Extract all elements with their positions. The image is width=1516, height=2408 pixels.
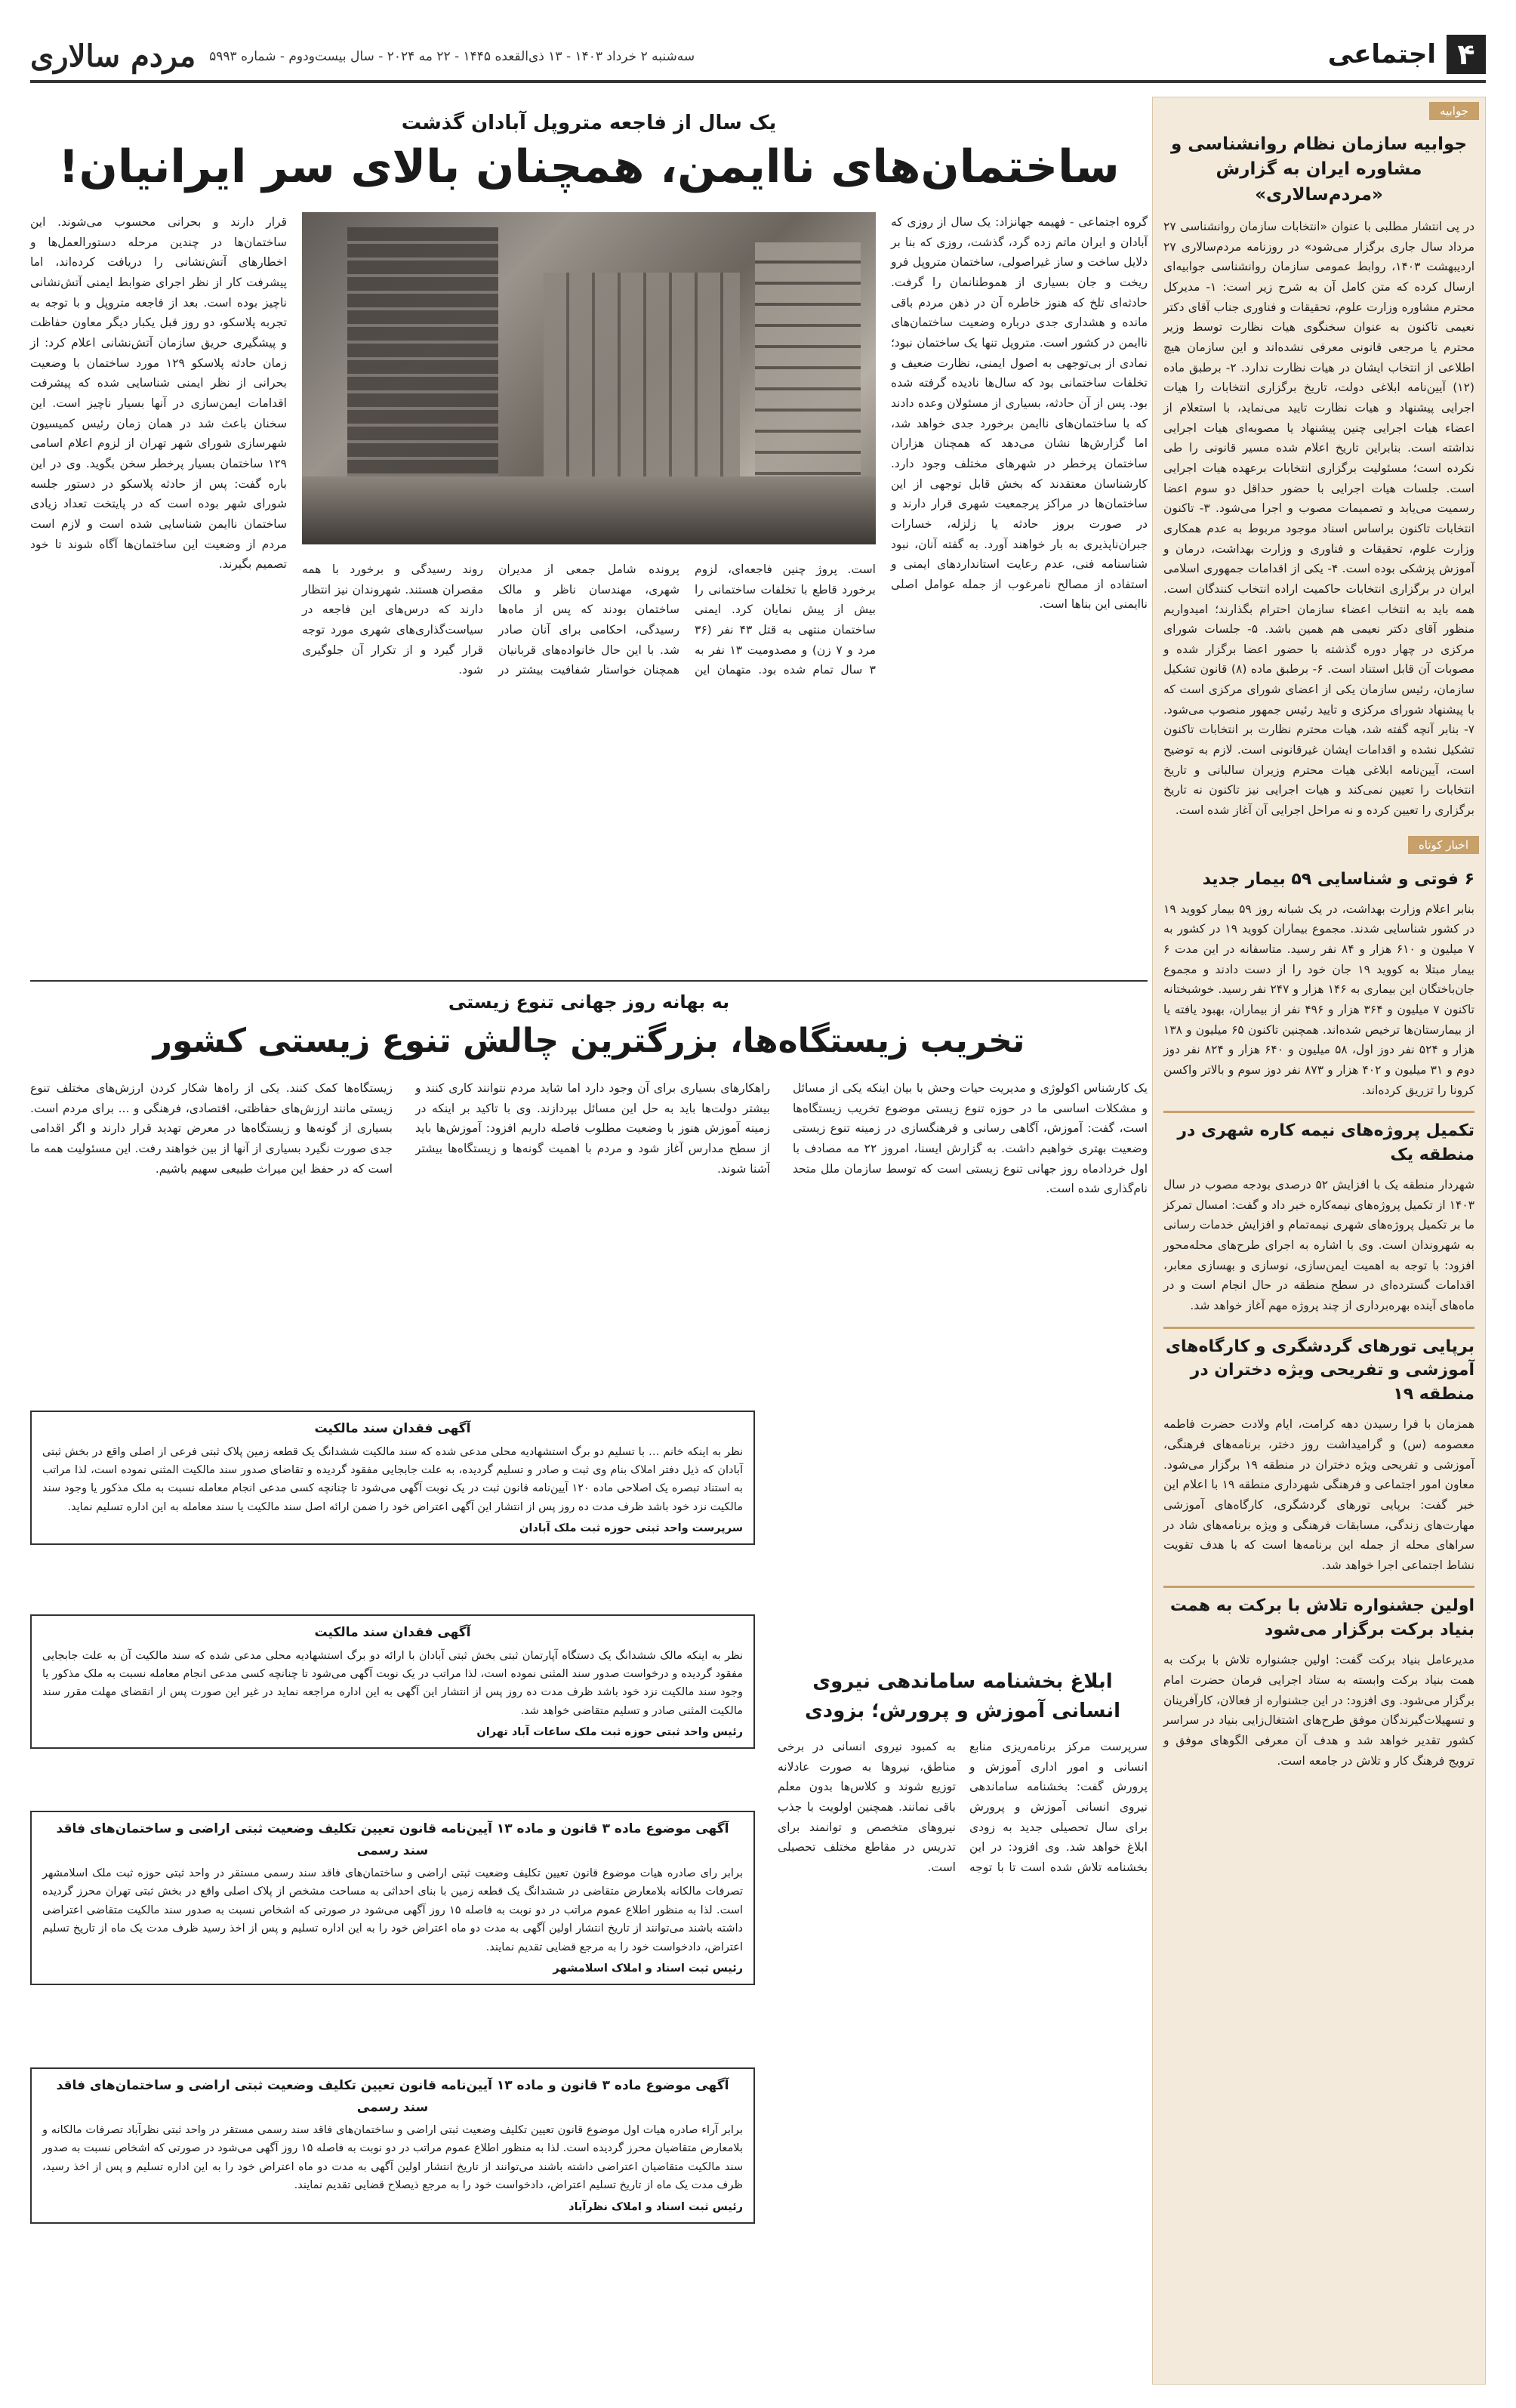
notice-body: برابر آراء صادره هیات اول موضوع قانون تعیین تکلیف وضعیت ثبتی اراضی و ساختمان‌های فاقد سند رسمی مستقر در واحد ثبتی نظرآباد تصرفات مالکانه و بلامعارض متقاضیان محرز گردیده است. لذا به منظور اطلاع عموم مراتب در دو نوبت به فاصله ۱۵ روز آگهی می‌شود در صورتی که اشخاص نسبت به صدور سند مالکیت متقاضیان اعتراضی داشته باشند می‌توانند از تاریخ انتشار اولین آگهی به مدت دو ماه اعتراض خود را به این اداره تسلیم و پس از اخذ رسید، ظرف مدت یک ماه از تاریخ تسلیم اعتراض، دادخواست خود را به مرجع ذیصلاح قضایی تقدیم نمایند. [42, 2124, 743, 2192]
notice-body: نظر به اینکه خانم … با تسلیم دو برگ استشهادیه محلی مدعی شده که سند مالکیت ششدانگ یک قطعه زمین پلاک ثبتی فرعی از اصلی واقع در بخش ثبتی آبادان که ذیل دفتر املاک بنام وی ثبت و صادر و تسلیم گردیده، به علت جابجایی مفقود گردیده و تقاضای صدور سند مالکیت المثنی نموده است، لذا مراتب به استناد تبصره یک اصلاحی ماده ۱۲۰ آیین‌نامه قانون ثبت در یک نوبت آگهی می‌شود تا چنانچه کسی مدعی انجام معامله نسبت به ملک مذکور یا وجود سند مالکیت نزد خود باشد ظرف مدت ده روز پس از انتشار این آگهی اعتراض خود را ضمن ارائه اصل سند مالکیت یا سند معامله به این اداره تسلیم نماید. [42, 1445, 743, 1513]
news-title: اولین جشنواره تلاش با برکت به همت بنیاد برکت برگزار می‌شود [1169, 1596, 1474, 1640]
legal-notice [30, 1811, 755, 1985]
legal-notice [30, 1614, 755, 1749]
notice-signature: رئیس ثبت اسناد و املاک اسلامشهر [553, 1962, 743, 1975]
story-column-left: قرار دارند و بحرانی محسوب می‌شوند. این ساختمان‌ها در چندین مرحله دستورالعمل‌ها و اخطارهای آتش‌نشانی را دریافت کرده‌اند، اما پیشرفت کار از نظر اجرای ضوابط ایمنی آتش‌نشانی ناچیز بوده است. بعد از فاجعه متروپل و با توجه به تجربه پلاسکو، دو روز قبل یکبار دیگر معاون حفاظت و پیشگیری حریق سازمان آتش‌نشانی اعلام کرد: از زمان حادثه پلاسکو ۱۲۹ مورد ساختمان با وضعیت بحرانی از نظر ایمنی شناسایی شده که پیشرفت اقدامات ایمن‌سازی در آنها بسیار ناچیز است. این سخنان باعث شد در همان زمان رئیس کمیسیون شهرسازی شورای شهر تهران از لزوم اعلام اسامی ۱۲۹ ساختمان بسیار پرخطر سخن بگوید. وی در این باره گفت: پس از حادثه پلاسکو در دستور جلسه شورای شهر بوده است که در پایتخت تعداد زیادی ساختمان ناایمن شناسایی شده است و لازم است مردم از وضعیت این ساختمان‌ها آگاه شوند تا خود تصمیم بگیرند. [30, 215, 288, 572]
main-content [30, 97, 1148, 2213]
divider [1163, 1586, 1474, 1588]
story-headline: ساختمان‌های ناایمن، همچنان بالای سر ایرانیان! [58, 140, 1120, 193]
divider [1163, 1111, 1474, 1113]
biodiversity-column-a: یک کارشناس اکولوژی و مدیریت حیات وحش با بیان اینکه یکی از مسائل و مشکلات اساسی ما در حوزه تنوع زیستی موضوع تخریب زیستگاه‌ها است، گفت: آموزش، آگاهی رسانی و فرهنگسازی در زمینه تنوع زیستی وضعیت بهتری خواهیم داشت. به گزارش ایسنا، امروز ۲۲ مه مصادف با اول خردادماه روز جهانی تنوع زیستی است که توسط سازمان ملل متحد نام‌گذاری شده است. [793, 1081, 1148, 1196]
news-title: برپایی تورهای گردشگری و کارگاه‌های آموزشی و تفریحی ویژه دختران در منطقه ۱۹ [1165, 1337, 1474, 1404]
issue-line: سه‌شنبه ۲ خرداد ۱۴۰۳ - ۱۳ ذی‌القعده ۱۴۴۵ - ۲۲ مه ۲۰۲۴ - سال بیست‌ودوم - شماره ۵۹۹۳ [209, 48, 695, 64]
notice-title: آگهی فقدان سند مالکیت [314, 1421, 471, 1436]
publication-info [30, 39, 695, 74]
news-title: ۶ فوتی و شناسایی ۵۹ بیمار جدید [1202, 869, 1474, 889]
story-column-right: گروه اجتماعی - فهیمه جهانزاد: یک سال از روزی که آبادان و ایران ماتم زده گرد، گذشت، روزی که بنا بر دلایل ساخت و ساز غیراصولی، ساختمان متروپل فرو ریخت و جان بسیاری از هموطنانمان را گرفت. حادثه‌ای تلخ که هنوز خاطره آن در ذهن مردم باقی مانده و هشداری جدی درباره وضعیت ساختمان‌های ناایمن در کشور است. متروپل تنها یک ساختمان نبود؛ نمادی از بی‌توجهی به اصول ایمنی، نظارت ضعیف و تخلفات ساختمانی بود که سال‌ها نادیده گرفته شده بود. پس از آن حادثه، بسیاری از مسئولان وعده دادند که با ساختمان‌های ناایمن برخورد جدی خواهد شد، اما گزارش‌ها نشان می‌دهد که همچنان هزاران ساختمان پرخطر در شهرهای مختلف وجود دارد. کارشناسان معتقدند که بخش قابل توجهی از این ساختمان‌ها در مراکز پرجمعیت شهری قرار دارند و در صورت بروز حادثه یا زلزله، خسارات جبران‌ناپذیری به بار خواهند آورد. به گفته آنان، نبود شناسنامه فنی، عدم رعایت استانداردهای ایمنی و استفاده از مصالح نامرغوب از جمله عوامل اصلی ناایمنی این بناها است. [891, 215, 1148, 612]
main-story [30, 212, 1148, 967]
rejoinder-title: جوابیه سازمان نظام روانشناسی و مشاوره ایران به گزارش «مردم‌سالاری» [1170, 134, 1468, 205]
biodiversity-column-c: زیستگاه‌ها کمک کنند. یکی از راه‌ها شکار کردن ارزش‌های مختلف تنوع زیستی مانند ارزش‌های حفاظتی، اقتصادی، فرهنگی و ... برای مردم است. بسیاری از گونه‌ها و زیستگاه‌ها در معرض تهدید قرار دارند و اگر اقدامی جدی صورت نگیرد بسیاری از آنها از بین خواهند رفت. این مسئولیت همه ما است که در حفظ این میراث طبیعی سهیم باشیم. [30, 1081, 393, 1176]
collapsed-building-photo [302, 212, 876, 544]
masthead [30, 30, 1486, 83]
biodiversity-headline: تخریب زیستگاه‌ها، بزرگترین چالش تنوع زیستی کشور [153, 1022, 1025, 1060]
education-story [778, 1667, 1148, 1878]
rejoinder-block [1153, 120, 1485, 831]
legal-notice [30, 2067, 755, 2224]
page-number: ۴ [1447, 35, 1486, 74]
notice-body: برابر رای صادره هیات موضوع قانون تعیین تکلیف وضعیت ثبتی اراضی و ساختمان‌های فاقد سند رسمی مستقر در واحد ثبتی حوزه ثبت ملک اسلامشهر تصرفات مالکانه بلامعارض متقاضی در ششدانگ یک قطعه زمین با بنای احداثی به مساحت مشخص از پلاک اصلی واقع در بخش ثبتی تهران محرز گردیده است. لذا به منظور اطلاع عموم مراتب در دو نوبت به فاصله ۱۵ روز آگهی می‌شود در صورتی که اشخاص نسبت به صدور سند مالکیت متقاضی اعتراضی داشته باشند می‌توانند از تاریخ انتشار اولین آگهی به مدت دو ماه اعتراض خود را به این اداره تسلیم و پس از اخذ رسید ظرف مدت یک ماه از تاریخ تسلیم اعتراض، دادخواست خود را به مرجع قضایی تقدیم نمایند. [42, 1867, 743, 1953]
news-body: بنابر اعلام وزارت بهداشت، در یک شبانه روز ۵۹ بیمار کووید ۱۹ در کشور شناسایی شدند. مجموع بیماران کووید ۱۹ در کشور به ۷ میلیون و ۶۱۰ هزار و ۸۴ نفر رسید. متاسفانه در این مدت ۶ بیمار مبتلا به کووید ۱۹ جان خود را از دست دادند و مجموع جان‌باختگان این بیماری به ۱۴۶ هزار و ۲۴۷ نفر رسید. خوشبختانه تاکنون ۷ میلیون و ۳۶۴ هزار و ۴۹۶ نفر از بیماران، بهبود یافته یا از بیمارستان‌ها ترخیص شده‌اند. همچنین تاکنون ۶۵ میلیون و ۱۳۸ هزار و ۵۲۴ نفر دوز اول، ۵۸ میلیون و ۶۴۰ هزار و ۸۲۴ نفر دوز دوم و ۳۱ میلیون و ۴۰۲ هزار و ۸۷۳ نفر دوز سوم و بالاتر واکسن کرونا را تزریق کرده‌اند. [1163, 902, 1475, 1097]
sidebar [1152, 97, 1486, 2385]
short-news [1153, 854, 1485, 1781]
education-title: ابلاغ بخشنامه ساماندهی نیروی انسانی آموزش و پرورش؛ بزودی [804, 1670, 1121, 1722]
notice-body: نظر به اینکه مالک ششدانگ یک دستگاه آپارتمان ثبتی بخش ثبتی آبادان با ارائه دو برگ استشهادیه محلی مدعی شده که سند مالکیت آن به علت جابجایی مفقود گردیده و درخواست صدور سند المثنی نموده است، لذا مراتب در یک نوبت آگهی می‌شود تا چنانچه کسی مدعی انجام معامله نسبت به ملک مذکور یا وجود سند مالکیت نزد خود باشد ظرف مدت ده روز پس از انتشار این آگهی به این اداره مراجعه نماید در غیر این صورت پس از انقضای مهلت مقرر سند مالکیت المثنی صادر و تسلیم متقاضی خواهد شد. [42, 1649, 743, 1717]
story-column-middle: است. پروژ چنین فاجعه‌ای، لزوم برخورد قاطع با تخلفات ساختمانی را بیش از پیش نمایان کرد. ایمنی ساختمان منتهی به قتل ۴۳ نفر (۳۶ مرد و ۷ زن) و مصدومیت ۱۳ نفر به ۳ سال تمام شده بود. متهمان این پرونده شامل جمعی از مدیران شهری، مهندسان ناظر و مالک ساختمان بودند که پس از ماه‌ها رسیدگی، احکامی برای آنان صادر شد. با این حال خانواده‌های قربانیان همچنان خواستار شفافیت بیشتر در روند رسیدگی و برخورد با همه مقصران هستند. شهروندان نیز انتظار دارند که درس‌های این فاجعه در سیاست‌گذاری‌های شهری مورد توجه قرار گیرد و از تکرار آن جلوگیری شود. [302, 563, 876, 677]
notice-title: آگهی موضوع ماده ۳ قانون و ماده ۱۳ آیین‌نامه قانون تعیین تکلیف وضعیت ثبتی اراضی و ساختمان‌های فاقد سند رسمی [56, 2078, 729, 2115]
legal-notice [30, 1411, 755, 1545]
section-rule [30, 980, 1148, 982]
biodiversity-column-b: راهکارهای بسیاری برای آن وجود دارد اما شاید مردم نتوانند کاری کنند و بیشتر دولت‌ها باید به حل این مسائل بپردازند. وی با تاکید بر اینکه در زمینه آموزش هنوز با وضعیت مطلوب فاصله داریم افزود: آموزش‌ها باید از سطح مدارس آغاز شود و مردم با اهمیت گونه‌ها و زیستگاه‌ها بیشتر آشنا شوند. [415, 1081, 770, 1176]
notice-title: آگهی موضوع ماده ۳ قانون و ماده ۱۳ آیین‌نامه قانون تعیین تکلیف وضعیت ثبتی اراضی و ساختمان‌های فاقد سند رسمی [56, 1821, 729, 1858]
news-tag: اخبار کوتاه [1408, 836, 1479, 854]
section-header [1328, 35, 1486, 74]
divider [1163, 1327, 1474, 1329]
notice-signature: رئیس واحد ثبتی حوزه ثبت ملک ساعات آباد تهران [476, 1725, 743, 1738]
education-body: سرپرست مرکز برنامه‌ریزی منابع انسانی و امور اداری آموزش و پرورش گفت: بخشنامه ساماندهی نیروی انسانی آموزش و پرورش برای سال تحصیلی جدید به زودی ابلاغ خواهد شد. وی افزود: در این بخشنامه تلاش شده است تا با توجه به کمبود نیروی انسانی در برخی مناطق، نیروها به صورت عادلانه توزیع شوند و کلاس‌ها بدون معلم باقی نمانند. همچنین اولویت با جذب نیروهای متخصص و توانمند برای تدریس در مقاطع مختلف تحصیلی است. [778, 1740, 1148, 1874]
notice-title: آگهی فقدان سند مالکیت [314, 1625, 471, 1640]
news-body: همزمان با فرا رسیدن دهه کرامت، ایام ولادت حضرت فاطمه معصومه (س) و گرامیداشت روز دختر، برنامه‌های فرهنگی، آموزشی و تفریحی ویژه دختران در منطقه ۱۹ برگزار می‌شود. معاون امور اجتماعی و فرهنگی شهرداری منطقه ۱۹ با اعلام این خبر گفت: برپایی تورهای گردشگری، کارگاه‌های آموزشی مهارت‌های زندگی، مسابقات فرهنگی و ویژه برنامه‌های شاد در سراهای محله از جمله این برنامه‌ها است که با هدف تقویت نشاط اجتماعی اجرا خواهد شد. [1163, 1417, 1474, 1572]
news-body: مدیرعامل بنیاد برکت گفت: اولین جشنواره تلاش با برکت به همت بنیاد برکت وابسته به ستاد اجرایی فرمان حضرت امام برگزار می‌شود. وی افزود: در این جشنواره از فعالان، کارآفرینان و تسهیلات‌گیرندگان موفق طرح‌های اشتغال‌زایی بنیاد در سراسر کشور تقدیر خواهد شد و هدف آن معرفی الگوهای موفق و ترویج فرهنگ کار و تلاش در جامعه است. [1163, 1653, 1474, 1768]
section-name: اجتماعی [1327, 39, 1436, 69]
sidebar-tag: جوابیه [1429, 102, 1479, 120]
story-kicker: یک سال از فاجعه متروپل آبادان گذشت [401, 112, 777, 134]
rejoinder-body: در پی انتشار مطلبی با عنوان «انتخابات سازمان روانشناسی ۲۷ مرداد سال جاری برگزار می‌شود» در روزنامه مردم‌سالاری ۲۷ اردیبهشت ۱۴۰۳، روابط عمومی سازمان روانشناسی جوابیه‌ای ارسال کرده که متن کامل آن به شرح زیر است: ۱- مدیرکل محترم مشاوره وزارت علوم، تحقیقات و فناوری جناب آقای دکتر نعیمی تاکنون به عنوان سخنگوی هیات نظارت توسط وزیر محترم یا مرجعی قانونی معرفی نشده‌اند و این سازمان هیچ اطلاعی از انتخاب ایشان در هیات نظارت ندارد. ۲- برطبق ماده (۱۲) آیین‌نامه ابلاغی دولت، تاریخ برگزاری انتخابات را هیات اجرایی پیشنهاد و هیات نظارت تایید می‌نماید، با استعلام از اعضاء هیات اجرایی چنین پیشنهاد یا مصوبه‌ای هیات اجرایی نداشته است. بنابراین تاریخ اعلام شده مسیر قانونی را طی نکرده است؛ مسئولیت برگزاری انتخابات برعهده هیات اجرایی است. جلسات هیات اجرایی با حضور حداقل دو سوم اعضا رسمیت می‌یابد و تصمیمات مصوب و اجرا می‌شود. ۳- تاکنون انتخابات تاکنون براساس اسناد موجود مربوط به عدم همکاری وزارت علوم، تحقیقات و فناوری و وزارت بهداشت، درمان و آموزش پزشکی بوده است. ۴- یکی از اقدامات جمهوری اسلامی ایران در برگزاری انتخابات حاکمیت اراده انتخاب کنندگان است. همه باید به انتخاب اعضاء سازمان احترام بگذارند؛ امیدواریم منظور آقای دکتر نعیمی هم همین باشد. ۵- جلسات شورای مرکزی در چهار دوره گذشته با حضور اعضا برگزار شده و مصوبات آن قابل استناد است. ۶- برطبق ماده (۸) قانون تشکیل سازمان، رئیس سازمان یکی از اعضای شورای مرکزی است که با پیشنهاد شورای مرکزی و تایید رئیس جمهور منصوب می‌شود. ۷- بنابر آنچه گفته شد، هیات محترم نظارت بر انتخابات تاکنون تشکیل نشده و اقدامات ایشان غیرقانونی است. لازم به توضیح است، آیین‌نامه ابلاغی هیات محترم وزیران سالبانی و تاریخ انتخابات را تعیین نمی‌کند و هیات اجرایی نیز تاکنون نه تاریخ برگزاری را تعیین کرده و نه مراحل اجرایی آن آغاز شده است. [1163, 220, 1475, 818]
news-body: شهردار منطقه یک با افزایش ۵۲ درصدی بودجه مصوب در سال ۱۴۰۳ از تکمیل پروژه‌های نیمه‌کاره خبر داد و گفت: امسال تمرکز ما بر تکمیل پروژه‌های شهری نیمه‌تمام و افزایش خدمات رسانی به شهروندان است. وی با اشاره به اجرای طرح‌های محله‌محور افزود: با توجه به اهمیت ایمن‌سازی، نوسازی و بهسازی معابر، اقدامات گسترده‌ای در سطح منطقه در حال انجام است و در ماه‌های آینده بهره‌برداری از چند پروژه مهم آغاز خواهد شد. [1163, 1177, 1474, 1312]
news-title: تکمیل پروژه‌های نیمه کاره شهری در منطقه یک [1177, 1121, 1474, 1165]
notice-signature: سرپرست واحد ثبتی حوزه ثبت ملک آبادان [519, 1522, 743, 1534]
notice-signature: رئیس ثبت اسناد و املاک نظرآباد [568, 2200, 743, 2213]
biodiversity-kicker: به بهانه روز جهانی تنوع زیستی [448, 991, 730, 1013]
brand-logo: مردم سالاری [30, 39, 196, 74]
